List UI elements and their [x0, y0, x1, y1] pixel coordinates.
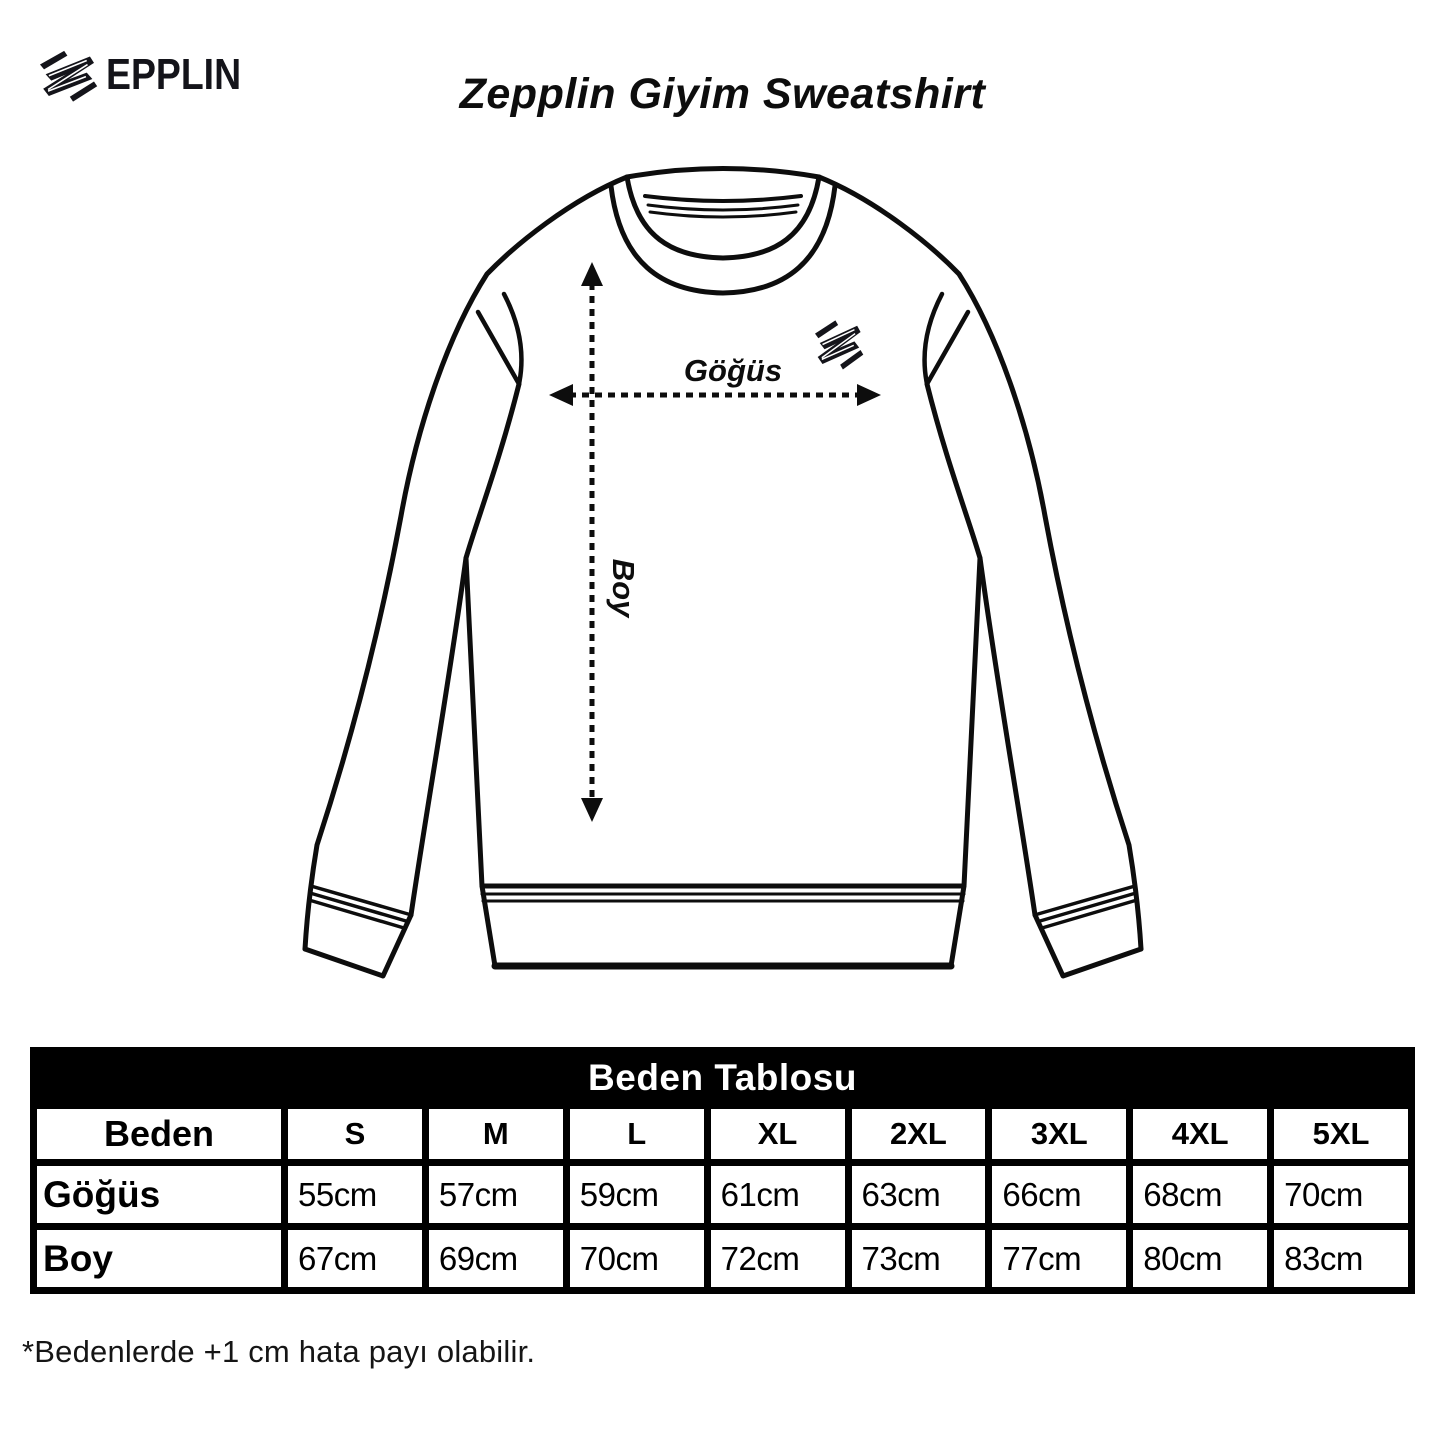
- right-cuff: [1035, 915, 1141, 976]
- waistband: [482, 886, 964, 966]
- chest-value-2xl: 63cm: [852, 1166, 986, 1223]
- left-armhole-seam: [478, 294, 521, 384]
- collar: [611, 169, 835, 294]
- size-col-xl: XL: [711, 1109, 845, 1159]
- left-sleeve-inner-edge: [411, 384, 519, 915]
- chest-z-logo-icon: [815, 320, 863, 369]
- chest-value-l: 59cm: [570, 1166, 704, 1223]
- right-sleeve-outer-edge: [819, 177, 1141, 949]
- length-value-m: 69cm: [429, 1230, 563, 1287]
- chest-value-s: 55cm: [288, 1166, 422, 1223]
- right-armhole-seam: [925, 294, 968, 384]
- length-arrow: [581, 262, 603, 822]
- sweatshirt-outline: [305, 169, 1141, 977]
- cuff-rib-lines: [309, 886, 1137, 928]
- chest-row-label: Göğüs: [37, 1166, 281, 1223]
- size-table-corner-header: Beden: [37, 1109, 281, 1159]
- size-col-5xl: 5XL: [1274, 1109, 1408, 1159]
- length-value-3xl: 77cm: [992, 1230, 1126, 1287]
- size-table: [30, 1047, 1415, 1294]
- right-body-edge: [951, 558, 980, 966]
- size-col-m: M: [429, 1109, 563, 1159]
- size-col-l: L: [570, 1109, 704, 1159]
- size-col-4xl: 4XL: [1133, 1109, 1267, 1159]
- length-measure-label: Boy: [606, 558, 641, 618]
- length-value-2xl: 73cm: [852, 1230, 986, 1287]
- length-value-s: 67cm: [288, 1230, 422, 1287]
- length-row-label: Boy: [37, 1230, 281, 1287]
- title-brand-part: Zepplin Giyim: [459, 70, 751, 118]
- chest-value-4xl: 68cm: [1133, 1166, 1267, 1223]
- chest-value-xl: 61cm: [711, 1166, 845, 1223]
- chest-width-arrow: [549, 384, 881, 406]
- chest-value-3xl: 66cm: [992, 1166, 1126, 1223]
- length-value-l: 70cm: [570, 1230, 704, 1287]
- size-table-grid: [37, 1109, 1408, 1287]
- chest-value-m: 57cm: [429, 1166, 563, 1223]
- page-title: [0, 70, 1445, 119]
- length-value-4xl: 80cm: [1133, 1230, 1267, 1287]
- size-col-2xl: 2XL: [852, 1109, 986, 1159]
- size-tolerance-footnote: *Bedenlerde +1 cm hata payı olabilir.: [22, 1334, 536, 1369]
- chest-value-5xl: 70cm: [1274, 1166, 1408, 1223]
- title-product-part: Sweatshirt: [762, 70, 986, 118]
- length-value-5xl: 83cm: [1274, 1230, 1408, 1287]
- size-col-3xl: 3XL: [992, 1109, 1126, 1159]
- chest-measure-label: Göğüs: [683, 353, 783, 388]
- left-cuff: [305, 915, 411, 976]
- length-value-xl: 72cm: [711, 1230, 845, 1287]
- left-sleeve-outer-edge: [305, 177, 627, 949]
- brand-logo-text: EPPLIN: [106, 50, 242, 99]
- size-table-title: Beden Tablosu: [588, 1057, 857, 1098]
- right-sleeve-inner-edge: [927, 384, 1035, 915]
- left-body-edge: [466, 558, 495, 966]
- size-col-s: S: [288, 1109, 422, 1159]
